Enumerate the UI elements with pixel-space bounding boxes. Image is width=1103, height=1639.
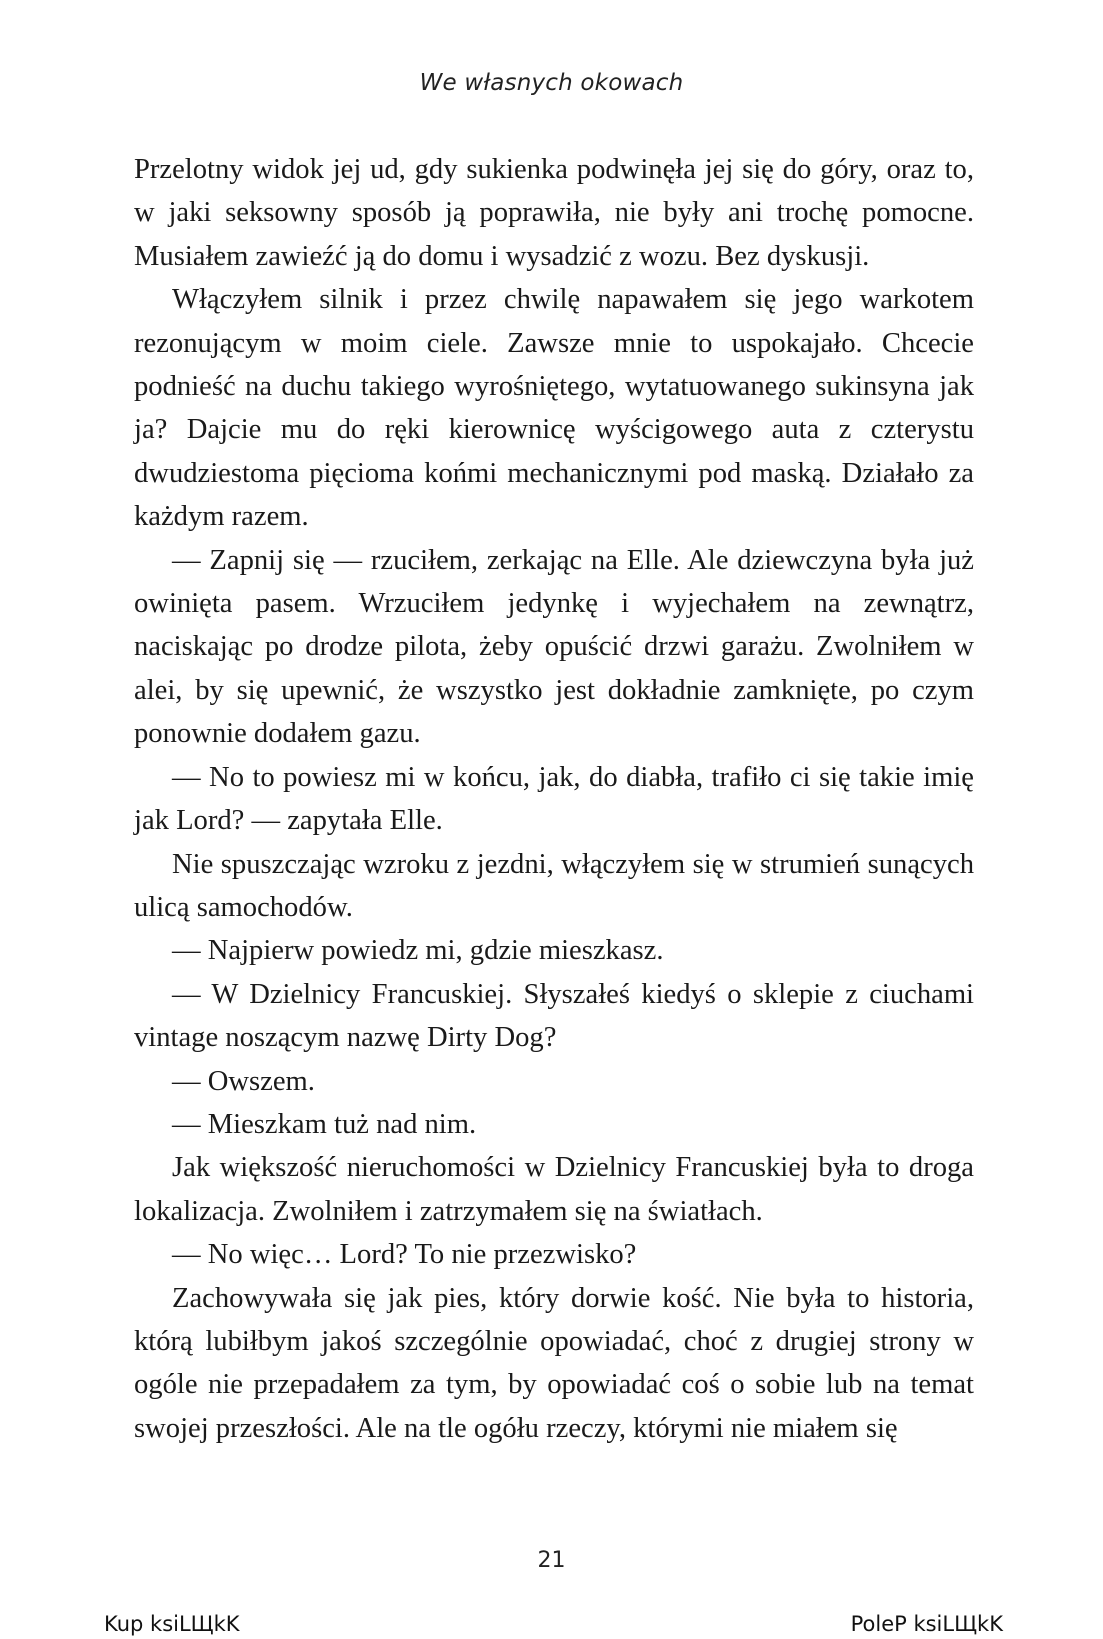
recommend-book-link[interactable]: PoleP ksiLЩkK <box>850 1612 1003 1636</box>
paragraph: Zachowywała się jak pies, który dorwie kość. Nie była to historia, którą lubiłbym jakoś szczególnie opowiadać, choć z drugiej strony w ogóle nie przepadałem za tym, by opowiadać coś o sobie lub na temat swojej przeszłości. Ale na tle ogółu rzeczy, którymi nie miałem się <box>134 1282 974 1444</box>
paragraph: Jak większość nieruchomości w Dzielnicy Francuskiej była to droga lokalizacja. Zwolniłem i zatrzymałem się na światłach. <box>134 1152 974 1227</box>
paragraph: — No więc… Lord? To nie przezwisko? <box>172 1239 637 1271</box>
paragraph: — No to powiesz mi w końcu, jak, do diabła, trafiło ci się takie imię jak Lord? — zapytała Elle. <box>134 761 974 837</box>
paragraph: — Mieszkam tuż nad nim. <box>172 1108 477 1140</box>
paragraph: — W Dzielnicy Francuskiej. Słyszałeś kiedyś o sklepie z ciuchami vintage noszącym nazwę Dirty Dog? <box>134 978 974 1054</box>
running-head-title: We własnych okowach <box>419 70 684 96</box>
buy-book-link[interactable]: Kup ksiLЩkK <box>104 1612 240 1636</box>
page-number: 21 <box>537 1548 566 1573</box>
paragraph: Nie spuszczając wzroku z jezdni, włączyłem się w strumień sunących ulicą samochodów. <box>134 848 974 923</box>
paragraph: — Najpierw powiedz mi, gdzie mieszkasz. <box>172 935 664 967</box>
paragraph: Włączyłem silnik i przez chwilę napawałem się jego warkotem rezonującym w moim ciele. Zawsze mnie to uspokajało. Chcecie podnieść na duchu takiego wyrośniętego, wytatuowanego sukinsyna jak ja? Dajcie mu do ręki kierownicę wyścigowego auta z czterystu dwudziestoma pięcioma końmi mechanicznymi pod maską. Działało za każdym razem. <box>134 284 974 533</box>
paragraph: — Owszem. <box>172 1065 315 1097</box>
paragraph: Przelotny widok jej ud, gdy sukienka podwinęła jej się do góry, oraz to, w jaki seksowny sposób ją poprawiła, nie były ani trochę pomocne. Musiałem zawieźć ją do domu i wysadzić z wozu. Bez dyskusji. <box>134 154 974 272</box>
paragraph: — Zapnij się — rzuciłem, zerkając na Elle. Ale dziewczyna była już owinięta pasem. Wrzuciłem jedynkę i wyjechałem na zewnątrz, naciskając po drodze pilota, żeby opuścić drzwi garażu. Zwolniłem w alei, by się upewnić, że wszystko jest dokładnie zamknięte, po czym ponownie dodałem gazu. <box>134 544 974 750</box>
body-text <box>134 148 974 1450</box>
